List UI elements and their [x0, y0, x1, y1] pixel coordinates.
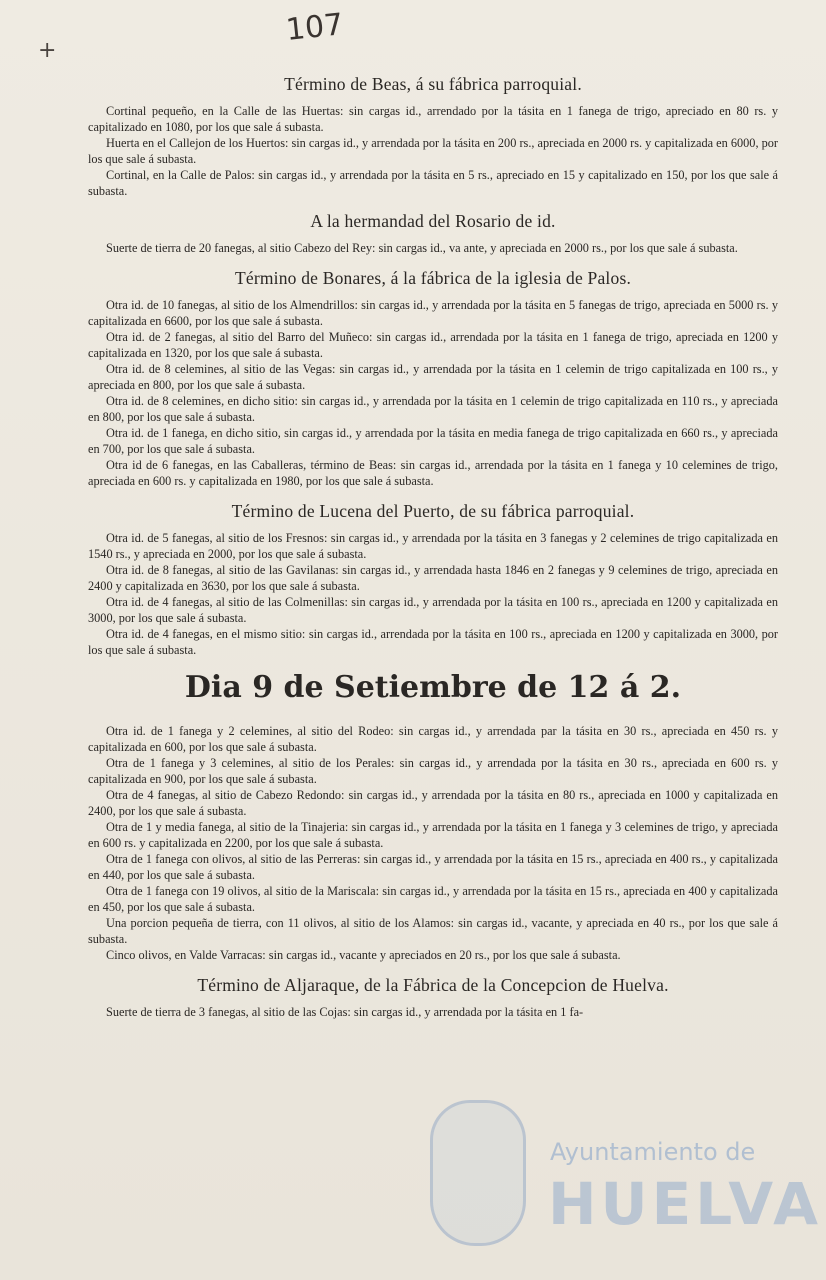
- list-item: Otra de 4 fanegas, al sitio de Cabezo Redondo: sin cargas id., y arrendada por la tásita en 80 rs., apreciada en 1000 y capitalizada en 2400, por los que sale á subasta.: [88, 788, 778, 818]
- list-item: Otra de 1 y media fanega, al sitio de la Tinajeria: sin cargas id., y arrendada por la tásita en 1 fanega y 3 celemines de trigo, y apreciada en 600 rs. y capitalizada en 2200, por los que sale á subasta.: [88, 820, 778, 850]
- watermark: [420, 1100, 823, 1250]
- list-item: Cinco olivos, en Valde Varracas: sin cargas id., vacante y apreciados en 20 rs., por los que sale á subasta.: [106, 948, 621, 962]
- list-item: Otra id. de 4 fanegas, al sitio de las Colmenillas: sin cargas id., y arrendada por la tásita en 100 rs., apreciada en 1200 y capitalizada en 3000, por los que sale á subasta.: [88, 595, 778, 625]
- list-item: Otra id. de 1 fanega, en dicho sitio, sin cargas id., y arrendada por la tásita en media fanega de trigo capitalizada en 660 rs., y apreciada en 700, por los que sale á subasta.: [88, 426, 778, 456]
- list-item: Otra id. de 2 fanegas, al sitio del Barro del Muñeco: sin cargas id., arrendada por la tásita en 1 fanega de trigo, apreciada en 1200 y capitalizada en 1320, por los que sale á subasta.: [88, 330, 778, 360]
- section-heading: Término de Bonares, á la fábrica de la iglesia de Palos.: [234, 268, 632, 288]
- list-item: Otra id. de 5 fanegas, al sitio de los Fresnos: sin cargas id., y arrendada por la tásita en 3 fanegas y 2 celemines de trigo capitalizada en 1540 rs., y apreciada en 2000, por los que sale á subasta.: [88, 531, 778, 561]
- list-item: Cortinal, en la Calle de Palos: sin cargas id., y arrendada por la tásita en 5 rs., apreciado en 15 y capitalizado en 150, por los que sale á subasta.: [88, 168, 778, 198]
- margin-mark: +: [38, 38, 57, 63]
- list-item: Otra id. de 1 fanega y 2 celemines, al sitio del Rodeo: sin cargas id., y arrendada par la tásita en 30 rs., apreciada en 450 rs. y capitalizada en 600, por los que sale á subasta.: [88, 724, 778, 754]
- list-item: Otra id. de 8 celemines, al sitio de las Vegas: sin cargas id., y arrendada por la tásita en 1 celemin de trigo capitalizada en 100 rs., y apreciada en 800, por los que sale á subasta.: [88, 362, 778, 392]
- list-item: Cortinal pequeño, en la Calle de las Huertas: sin cargas id., arrendado por la tásita en 1 fanega de trigo, apreciado en 80 rs. y capitalizado en 1080, por los que sale á subasta.: [88, 104, 778, 134]
- section-heading: A la hermandad del Rosario de id.: [310, 211, 556, 231]
- list-item: Otra de 1 fanega y 3 celemines, al sitio de los Perales: sin cargas id., y arrendada por la tásita en 30 rs., apreciada en 600 rs. y capitalizada en 900, por los que sale á subasta.: [88, 756, 778, 786]
- list-item: Huerta en el Callejon de los Huertos: sin cargas id., y arrendada por la tásita en 200 rs., apreciada en 2000 rs. y capitalizada en 6000, por los que sale á subasta.: [88, 136, 778, 166]
- list-item: Otra id. de 10 fanegas, al sitio de los Almendrillos: sin cargas id., y arrendada por la tásita en 5 fanegas de trigo, apreciada en 5000 rs. y capitalizada en 6600, por los que sale á subasta.: [88, 298, 778, 328]
- section-aljaraque: [88, 975, 778, 1020]
- section-lucena: [88, 501, 778, 658]
- watermark-line2: HUELVA: [548, 1170, 823, 1238]
- list-item: Otra id de 6 fanegas, en las Caballeras, término de Beas: sin cargas id., arrendada por la tásita en 1 fanega y 10 celemines de trigo, apreciada en 600 rs. y capitalizada en 1980, por los que sale á subasta.: [88, 458, 778, 488]
- section-heading: Término de Beas, á su fábrica parroquial.: [284, 74, 582, 94]
- section-rosario: [88, 211, 778, 256]
- day-heading: Dia 9 de Setiembre de 12 á 2.: [184, 670, 682, 705]
- section-heading: Término de Aljaraque, de la Fábrica de la Concepcion de Huelva.: [197, 975, 669, 995]
- document-body: [88, 74, 778, 1032]
- watermark-line1: Ayuntamiento de: [550, 1138, 756, 1166]
- list-item: Suerte de tierra de 20 fanegas, al sitio Cabezo del Rey: sin cargas id., va ante, y apreciada en 2000 rs., por los que sale á subasta.: [106, 241, 738, 255]
- list-item: Otra id. de 8 celemines, en dicho sitio: sin cargas id., y arrendada por la tásita en 1 celemin de trigo capitalizada en 110 rs., y apreciada en 800, por los que sale á subasta.: [88, 394, 778, 424]
- coat-of-arms-icon: [430, 1100, 526, 1246]
- list-item: Otra de 1 fanega con olivos, al sitio de las Perreras: sin cargas id., y arrendada por la tásita en 15 rs., apreciada en 400 rs., y capitalizada en 440, por los que sale á subasta.: [88, 852, 778, 882]
- list-item: Otra de 1 fanega con 19 olivos, al sitio de la Mariscala: sin cargas id., y arrendada por la tásita en 15 rs., apreciada en 400 y capitalizada en 450, por los que sale á subasta.: [88, 884, 778, 914]
- section-heading: Término de Lucena del Puerto, de su fábrica parroquial.: [231, 501, 635, 521]
- section-day-entries: [88, 723, 778, 963]
- handwritten-page-number: 107: [284, 7, 345, 48]
- section-beas: [88, 74, 778, 199]
- list-item: Otra id. de 8 fanegas, al sitio de las Gavilanas: sin cargas id., y arrendada hasta 1846 en 2 fanegas y 9 celemines de trigo, apreciada en 2400 y capitalizada en 3630, por los que sale á subasta.: [88, 563, 778, 593]
- list-item: Una porcion pequeña de tierra, con 11 olivos, al sitio de los Alamos: sin cargas id., vacante, y apreciada en 40 rs., por los que sale á subasta.: [88, 916, 778, 946]
- list-item: Suerte de tierra de 3 fanegas, al sitio de las Cojas: sin cargas id., y arrendada por la tásita en 1 fa-: [106, 1005, 584, 1019]
- section-bonares: [88, 268, 778, 489]
- list-item: Otra id. de 4 fanegas, en el mismo sitio: sin cargas id., arrendada por la tásita en 100 rs., apreciada en 1200 y capitalizada en 3000, por los que sale á subasta.: [88, 627, 778, 657]
